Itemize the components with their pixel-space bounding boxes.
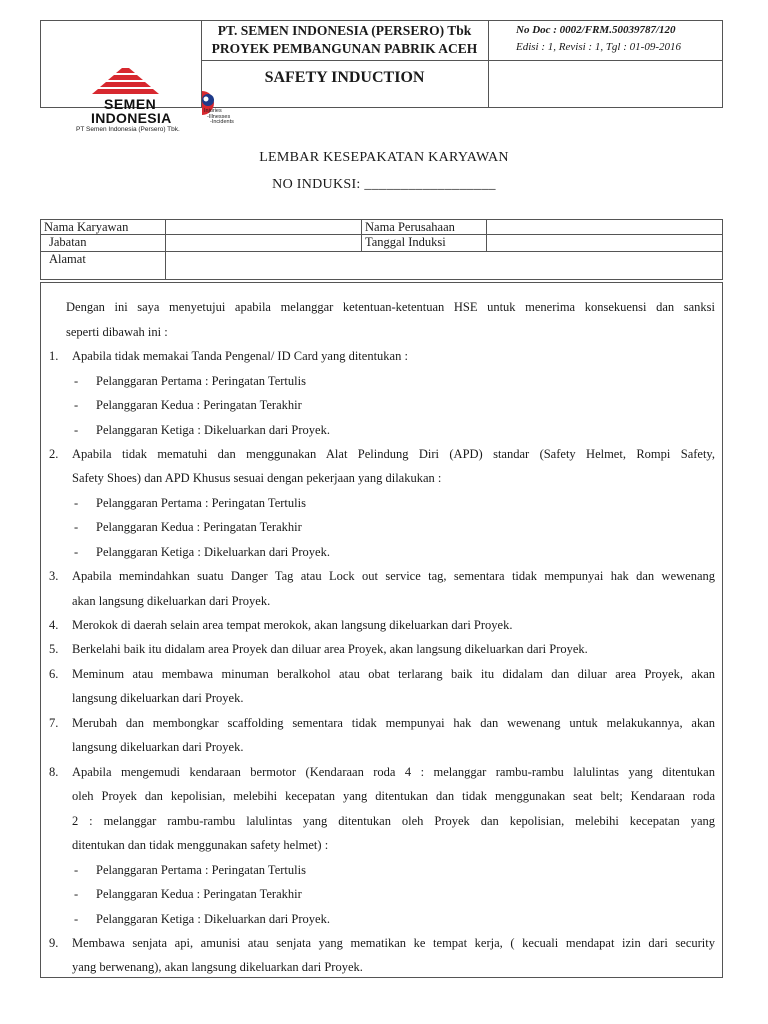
list-item: Berkelahi baik itu didalam area Proyek dan diluar area Proyek, akan langsung dikeluarkan dari Proyek.	[72, 642, 588, 656]
sub-item: Pelanggaran Kedua : Peringatan Terakhir	[96, 398, 302, 412]
document-title: SAFETY INDUCTION	[264, 69, 425, 86]
list-item: oleh Proyek dan kepolisian, melebihi kecepatan yang ditentukan dan tidak menggunakan seat belt; Kendaraan roda	[72, 789, 715, 803]
induction-date-field[interactable]	[487, 235, 723, 252]
item-number: 6.	[49, 667, 59, 681]
company-block	[201, 22, 488, 61]
list-item: Apabila tidak memakai Tanda Pengenal/ ID Card yang ditentukan :	[72, 349, 408, 363]
list-item: Apabila tidak mematuhi dan menggunakan Alat Pelindung Diri (APD) standar (Safety Helmet, Rompi Safety,	[72, 447, 715, 461]
item-number: 8.	[49, 765, 59, 779]
sub-item: Pelanggaran Pertama : Peringatan Tertulis	[96, 496, 306, 510]
item-number: 5.	[49, 642, 59, 656]
form-title: LEMBAR KESEPAKATAN KARYAWAN	[259, 150, 509, 165]
logo-name-line1: SEMEN	[104, 96, 157, 112]
bullet-dash: -	[74, 887, 79, 901]
list-item: yang berwenang), akan langsung dikeluarkan dari Proyek.	[72, 960, 363, 974]
list-item: 2 : melanggar rambu-rambu lalulintas yang ditentukan oleh Proyek dan kepolisian, melebihi kecepatan yang	[72, 814, 715, 828]
bullet-dash: -	[74, 863, 79, 877]
item-number: 7.	[49, 716, 59, 730]
badge-line: -Illnesses	[207, 113, 231, 120]
employee-info-table	[40, 219, 723, 280]
item-number: 3.	[49, 569, 59, 583]
sub-item: Pelanggaran Kedua : Peringatan Terakhir	[96, 520, 302, 534]
bullet-dash: -	[74, 423, 79, 437]
induction-number: NO INDUKSI: __________________	[272, 177, 496, 192]
list-item: Apabila mengemudi kendaraan bermotor (Kendaraan roda 4 : melanggar rambu-rambu lalulintas yang ditentukan	[72, 765, 715, 779]
item-number: 2.	[49, 447, 59, 461]
badge-line: Injuries	[204, 108, 222, 114]
sub-item: Pelanggaran Pertama : Peringatan Tertulis	[96, 374, 306, 388]
list-item: Merokok di daerah selain area tempat merokok, akan langsung dikeluarkan dari Proyek.	[72, 618, 513, 632]
list-item: akan langsung dikeluarkan dari Proyek.	[72, 594, 271, 608]
employee-name-label: Nama Karyawan	[41, 220, 166, 235]
doc-edition: Edisi : 1, Revisi : 1, Tgl : 01-09-2016	[516, 41, 681, 53]
list-item: langsung dikeluarkan dari Proyek.	[72, 740, 244, 754]
intro-text: seperti dibawah ini :	[66, 325, 168, 339]
employee-name-field[interactable]	[166, 220, 362, 235]
logo-name-line2: INDONESIA	[91, 110, 172, 126]
list-item: Apabila memindahkan suatu Danger Tag atau Lock out service tag, sementara tidak mempunyai hak dan wewenang	[72, 569, 715, 583]
list-item: langsung dikeluarkan dari Proyek.	[72, 691, 244, 705]
list-item: Merubah dan membongkar scaffolding sementara tidak mempunyai hak dan wewenang untuk melakukannya, akan	[72, 716, 715, 730]
bullet-dash: -	[74, 545, 79, 559]
bullet-dash: -	[74, 496, 79, 510]
list-item: ditentukan dan tidak menggunakan safety helmet) :	[72, 838, 329, 852]
project-name: PROYEK PEMBANGUNAN PABRIK ACEH	[211, 41, 478, 56]
logo-subtitle: PT Semen Indonesia (Persero) Tbk.	[76, 126, 180, 133]
company-name: PT. SEMEN INDONESIA (PERSERO) Tbk	[217, 23, 472, 38]
doc-info	[488, 22, 722, 61]
item-number: 9.	[49, 936, 59, 950]
sub-item: Pelanggaran Ketiga : Dikeluarkan dari Proyek.	[96, 545, 330, 559]
address-label: Alamat	[41, 252, 166, 280]
item-number: 1.	[49, 349, 59, 363]
doc-number: No Doc : 0002/FRM.50039787/120	[516, 24, 676, 36]
company-name-field[interactable]	[487, 220, 723, 235]
bullet-dash: -	[74, 398, 79, 412]
bullet-dash: -	[74, 520, 79, 534]
position-label: Jabatan	[41, 235, 166, 252]
position-field[interactable]	[166, 235, 362, 252]
list-item: Membawa senjata api, amunisi atau senjata yang mematikan ke tempat kerja, ( kecuali mendapat izin dari security	[72, 936, 715, 950]
sub-item: Pelanggaran Kedua : Peringatan Terakhir	[96, 887, 302, 901]
address-field[interactable]	[166, 252, 723, 280]
bullet-dash: -	[74, 374, 79, 388]
badge-text	[204, 109, 234, 126]
header-doc-cell	[488, 21, 722, 107]
induction-date-label: Tanggal Induksi	[362, 235, 487, 252]
list-item: Safety Shoes) dan APD Khusus sesuai dengan pekerjaan yang dilakukan :	[72, 471, 442, 485]
item-number: 4.	[49, 618, 59, 632]
badge-line: -Incidents	[210, 119, 234, 125]
list-item: Meminum atau membawa minuman beralkohol atau obat terlarang baik itu didalam dan diluar area Proyek, akan	[72, 667, 715, 681]
bullet-dash: -	[74, 912, 79, 926]
sub-item: Pelanggaran Pertama : Peringatan Tertulis	[96, 863, 306, 877]
intro-text: Dengan ini saya menyetujui apabila melanggar ketentuan-ketentuan HSE untuk menerima konsekuensi dan sanksi	[66, 300, 715, 314]
terms-box	[40, 282, 723, 978]
company-name-label: Nama Perusahaan	[362, 220, 487, 235]
sub-item: Pelanggaran Ketiga : Dikeluarkan dari Proyek.	[96, 423, 330, 437]
sub-item: Pelanggaran Ketiga : Dikeluarkan dari Proyek.	[96, 912, 330, 926]
